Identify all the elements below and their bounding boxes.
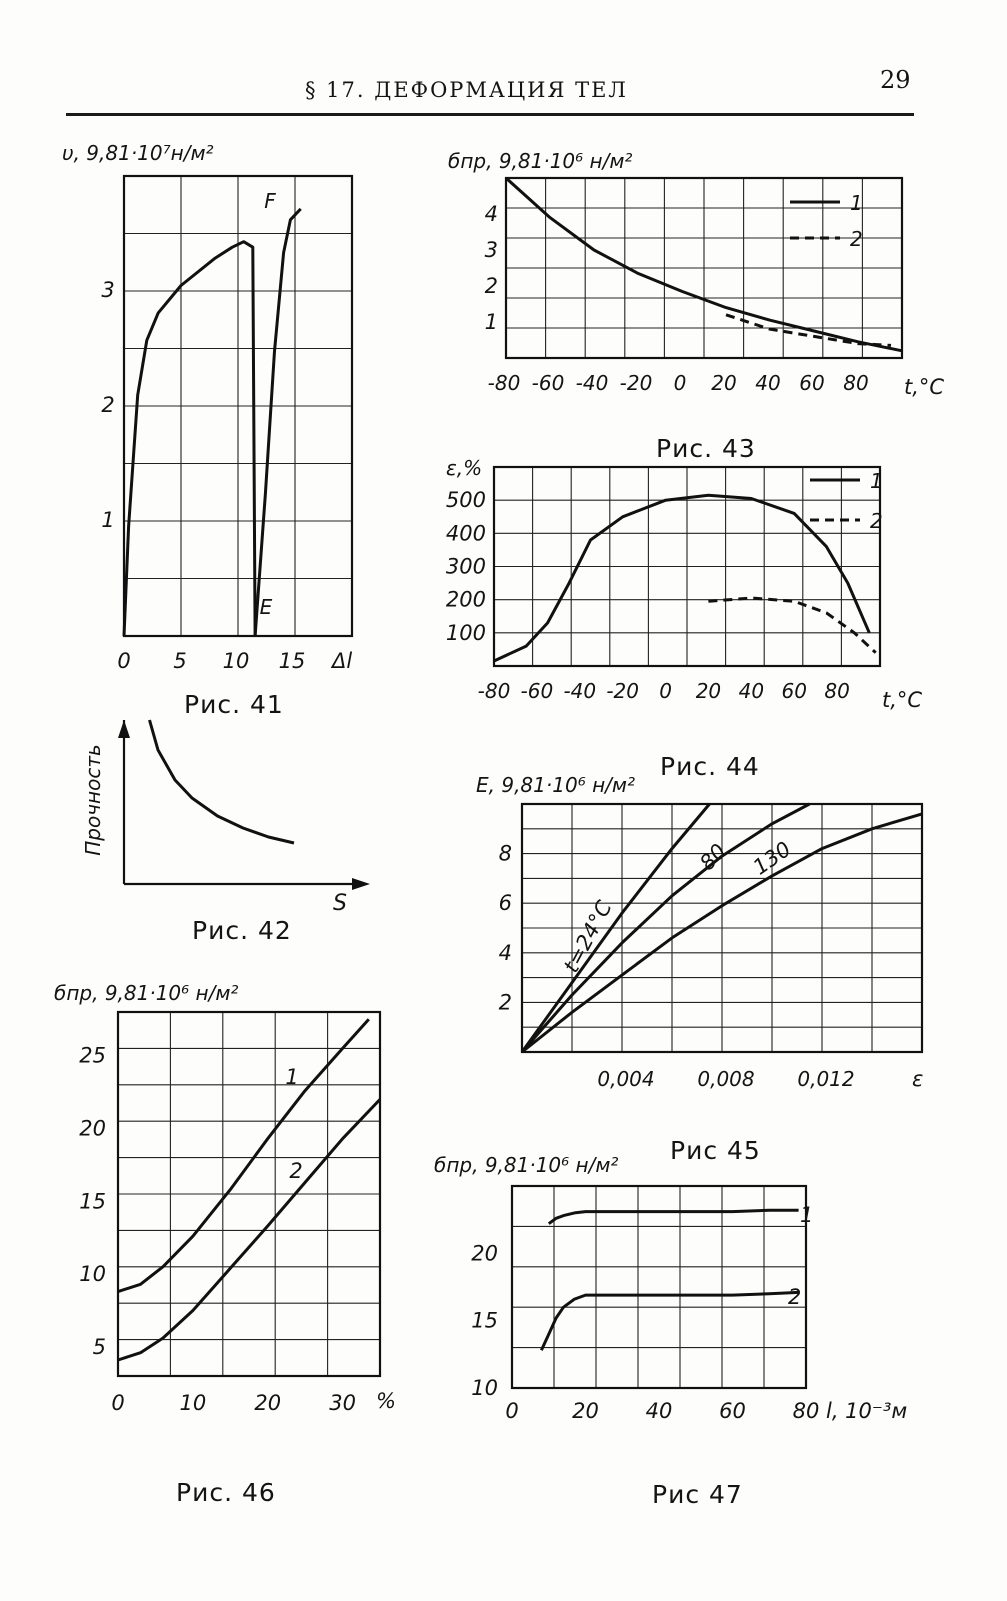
annotation-F: F <box>264 189 276 213</box>
plot-frame <box>512 1186 806 1388</box>
figure-caption: Рис 45 <box>670 1136 761 1165</box>
x-axis-label: % <box>376 1389 396 1413</box>
y-tick-label: 3 <box>484 238 498 262</box>
y-tick-label: 20 <box>79 1116 106 1141</box>
series-line-1 <box>118 1019 369 1291</box>
x-axis-label: t,°C <box>904 375 945 399</box>
series-line-2 <box>708 598 875 653</box>
y-axis-label: Прочность <box>81 744 105 856</box>
x-tick-label: -60 <box>531 371 565 395</box>
x-tick-label: 5 <box>173 649 187 673</box>
legend-label: 2 <box>850 227 863 251</box>
x-tick-label: -60 <box>520 679 554 703</box>
y-tick-label: 6 <box>498 891 512 916</box>
series-label: 2 <box>289 1159 303 1183</box>
x-tick-label: 10 <box>222 649 250 673</box>
y-tick-label: 3 <box>101 278 115 302</box>
y-tick-label: 8 <box>498 841 512 866</box>
y-tick-label: 4 <box>484 202 498 226</box>
y-tick-label: 10 <box>79 1262 106 1287</box>
series-line-strength <box>150 720 295 843</box>
x-tick-label: 20 <box>695 679 722 703</box>
series-line-loading <box>124 242 255 636</box>
y-tick-label: 10 <box>471 1376 498 1400</box>
y-tick-label: 25 <box>79 1043 106 1068</box>
series-label: 1 <box>800 1203 814 1227</box>
x-tick-label: 40 <box>645 1399 673 1423</box>
y-tick-label: 100 <box>445 620 486 645</box>
x-axis-label: l, 10⁻³м <box>826 1399 908 1423</box>
page-number: 29 <box>880 66 911 94</box>
y-tick-label: 2 <box>498 990 512 1015</box>
series-line-1 <box>549 1210 799 1224</box>
x-tick-label: 0,008 <box>697 1067 755 1091</box>
x-tick-label: -20 <box>606 679 640 703</box>
x-tick-label: 60 <box>799 371 825 395</box>
y-tick-label: 2 <box>101 393 115 417</box>
x-tick-label: 60 <box>719 1399 746 1423</box>
x-tick-label: 60 <box>781 679 807 703</box>
figure-caption: Рис. 42 <box>192 916 292 945</box>
grid <box>118 1012 380 1376</box>
x-tick-label: 80 <box>824 679 850 703</box>
y-axis-label: бпр, 9,81·10⁶ н/м² <box>448 149 633 173</box>
series-label: 1 <box>285 1065 299 1089</box>
y-axis-label: бпр, 9,81·10⁶ н/м² <box>54 981 239 1005</box>
y-tick-label: 1 <box>101 508 115 532</box>
series-line-unloading <box>255 209 301 636</box>
y-tick-label: 2 <box>484 274 498 298</box>
y-tick-label: 15 <box>79 1189 106 1214</box>
series-label: t=24°C <box>558 896 617 977</box>
y-tick-label: 20 <box>471 1241 498 1266</box>
x-tick-label: 15 <box>278 649 306 673</box>
figure-caption: Рис. 43 <box>656 434 756 463</box>
x-tick-label: 20 <box>572 1399 599 1423</box>
y-axis-arrow <box>118 720 130 738</box>
x-tick-label: 30 <box>329 1391 356 1415</box>
figure-caption: Рис 47 <box>652 1480 743 1509</box>
y-axis-label: ε,% <box>446 456 483 480</box>
x-tick-label: -40 <box>563 679 597 703</box>
x-tick-label: 10 <box>179 1391 207 1415</box>
x-tick-label: 0,012 <box>797 1067 855 1091</box>
x-tick-label: 20 <box>711 371 737 395</box>
y-tick-label: 200 <box>445 587 486 612</box>
x-tick-label: -80 <box>487 371 521 395</box>
x-axis-label: S <box>333 891 347 916</box>
y-tick-label: 500 <box>445 488 486 513</box>
series-label: 130 <box>748 836 796 880</box>
x-axis-label: Δl <box>332 649 353 673</box>
legend-label: 1 <box>850 191 863 215</box>
y-tick-label: 400 <box>445 521 486 546</box>
x-tick-label: 80 <box>843 371 869 395</box>
figure-caption: Рис. 46 <box>176 1478 276 1507</box>
x-tick-label: -80 <box>477 679 511 703</box>
x-tick-label: 80 <box>792 1399 820 1423</box>
y-axis-label: υ, 9,81·10⁷н/м² <box>62 141 214 165</box>
x-tick-label: 0 <box>659 679 672 703</box>
grid <box>506 178 902 358</box>
annotation-E: E <box>259 595 273 619</box>
x-axis-label: t,°C <box>882 688 923 712</box>
figure-caption: Рис. 41 <box>184 690 284 719</box>
x-tick-label: 0 <box>117 649 131 673</box>
grid <box>512 1186 806 1388</box>
x-tick-label: 40 <box>738 679 765 703</box>
x-tick-label: 0 <box>111 1391 125 1415</box>
y-tick-label: 4 <box>498 940 512 965</box>
y-axis-label: бпр, 9,81·10⁶ н/м² <box>434 1153 619 1177</box>
x-tick-label: -40 <box>575 371 609 395</box>
x-tick-label: 0 <box>505 1399 519 1423</box>
series-line-2 <box>118 1099 380 1360</box>
figure-caption: Рис. 44 <box>660 752 760 781</box>
series-line-2 <box>541 1292 798 1350</box>
y-tick-label: 15 <box>471 1308 498 1333</box>
legend-label: 1 <box>870 469 883 493</box>
x-axis-label: ε <box>912 1067 924 1091</box>
x-axis-arrow <box>352 878 370 890</box>
y-tick-label: 300 <box>445 554 486 579</box>
y-axis-label: E, 9,81·10⁶ н/м² <box>476 773 635 797</box>
running-header: § 17. ДЕФОРМАЦИЯ ТЕЛ <box>305 78 628 102</box>
legend-label: 2 <box>870 509 883 533</box>
series-label: 80 <box>695 839 731 876</box>
series-label: 2 <box>788 1285 802 1309</box>
x-tick-label: 0 <box>673 371 687 395</box>
x-tick-label: 40 <box>755 371 781 395</box>
x-tick-label: -20 <box>619 371 653 395</box>
x-tick-label: 0,004 <box>597 1067 655 1091</box>
y-tick-label: 1 <box>484 310 498 334</box>
x-tick-label: 20 <box>254 1391 282 1415</box>
y-tick-label: 5 <box>92 1334 106 1359</box>
